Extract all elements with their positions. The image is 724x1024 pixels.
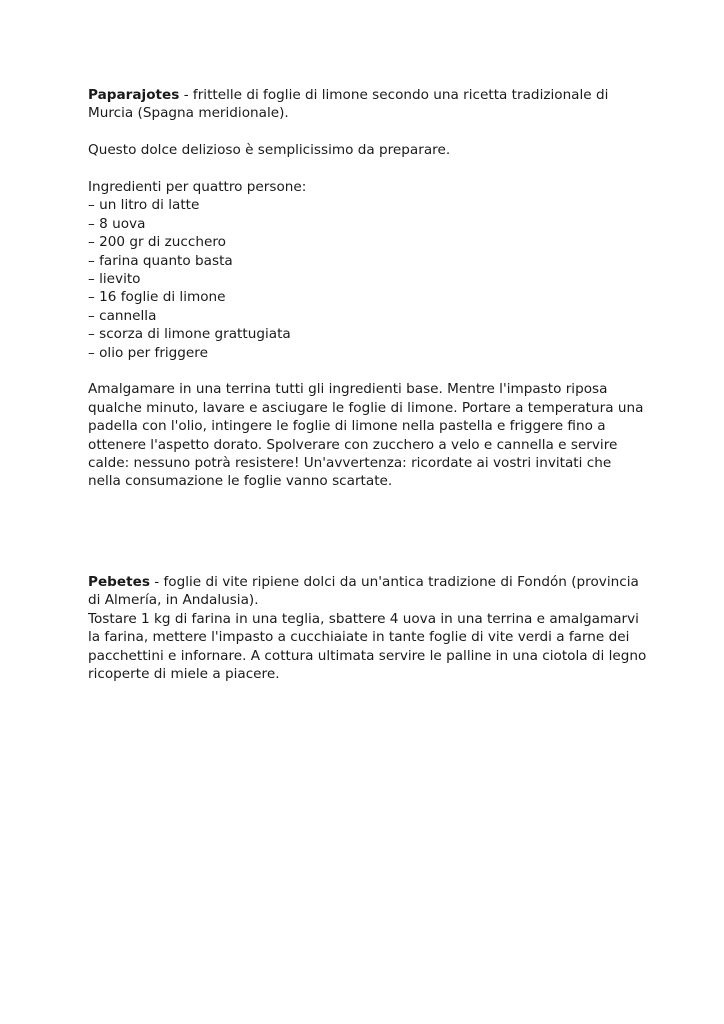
recipe1-tagline: Questo dolce delizioso è semplicissimo da preparare. — [88, 142, 451, 159]
ingredient-item: – un litro di latte — [88, 197, 200, 214]
recipe1-intro: - frittelle di foglie di limone secondo una ricetta tradizionale di Murcia (Spagna meridionale). — [88, 87, 609, 122]
ingredient-item: – olio per friggere — [88, 344, 208, 361]
spacer — [88, 160, 648, 178]
recipe2-name: Pebetes — [88, 573, 150, 590]
ingredient-item: – 200 gr di zucchero — [88, 234, 226, 251]
ingredient-item: – 16 foglie di limone — [88, 289, 226, 306]
recipe1-name: Paparajotes — [88, 87, 180, 103]
ingredient-item: – 8 uova — [88, 215, 146, 232]
recipe1-intro-paragraph — [88, 86, 648, 123]
recipe2-intro: - foglie di vite ripiene dolci da un'antica tradizione di Fondón (provincia di Almería, in Andalusia). — [88, 573, 639, 609]
recipe2-intro-paragraph — [88, 573, 648, 610]
ingredient-item: – scorza di limone grattugiata — [88, 326, 291, 343]
recipe1-method: Amalgamare in una terrina tutti gli ingredienti base. Mentre l'impasto riposa qualche minuto, lavare e asciugare le foglie di limone. Portare a temperatura una padella con l'olio, intingere le foglie di limone nella pastella e friggere fino a ottenere l'aspetto dorato. Spolverare con zucchero a velo e cannella e servire calde: nessuno potrà resistere! Un'avvertenza: ricordate ai vostri invitati che nella consumazione le foglie vanno scartate. — [88, 381, 644, 490]
ingredients-list — [88, 196, 648, 362]
ingredients-heading: Ingredienti per quattro persone: — [88, 179, 307, 195]
spacer — [88, 362, 648, 380]
recipe2-method: Tostare 1 kg di farina in una teglia, sbattere 4 uova in una terrina e amalgamarvi la farina, mettere l'impasto a cucchiaiate in tante foglie di vite verdi a farne dei pacchettini e infornare. A cottura ultimata servire le palline in una ciotola di legno ricoperte di miele a piacere. — [88, 610, 647, 682]
ingredient-item: – farina quanto basta — [88, 252, 233, 269]
ingredient-item: – cannella — [88, 307, 157, 324]
spacer — [88, 491, 648, 573]
spacer — [88, 123, 648, 141]
ingredient-item: – lievito — [88, 271, 141, 288]
document-page — [88, 86, 648, 683]
